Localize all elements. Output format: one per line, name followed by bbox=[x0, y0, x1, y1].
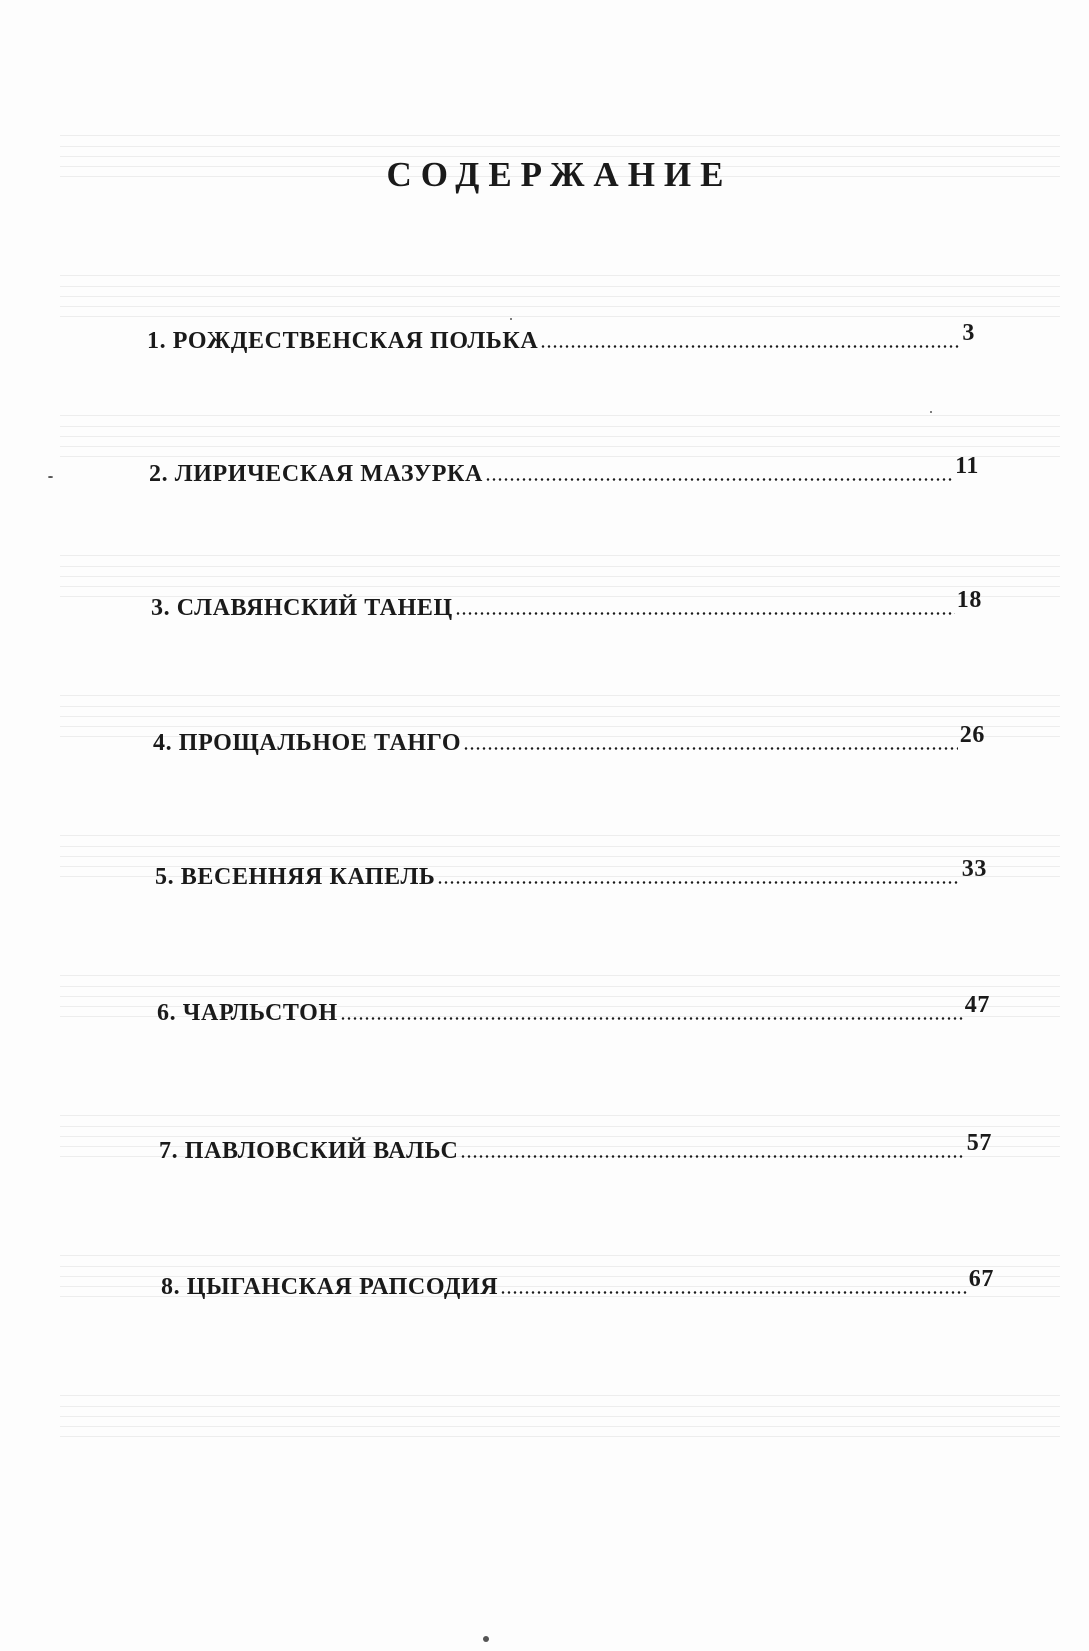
print-speck bbox=[48, 476, 53, 478]
dot-leader bbox=[485, 477, 953, 482]
toc-entry-title: 6. ЧАРЛЬСТОН bbox=[157, 1000, 338, 1026]
toc-entry bbox=[147, 320, 975, 355]
dot-leader bbox=[340, 1016, 963, 1021]
toc-entry-page-number: 11 bbox=[955, 453, 979, 479]
toc-entry bbox=[153, 722, 985, 757]
dot-leader bbox=[460, 1154, 964, 1159]
dot-leader bbox=[437, 880, 959, 885]
print-speck bbox=[510, 318, 512, 320]
toc-entry bbox=[149, 453, 979, 488]
toc-entry-title: 8. ЦЫГАНСКАЯ РАПСОДИЯ bbox=[161, 1274, 499, 1300]
toc-entry-title: 2. ЛИРИЧЕСКАЯ МАЗУРКА bbox=[149, 461, 483, 487]
print-speck bbox=[483, 1636, 489, 1642]
toc-entry-page-number: 57 bbox=[966, 1130, 992, 1156]
print-speck bbox=[930, 411, 932, 413]
toc-entry-title: 1. РОЖДЕСТВЕНСКАЯ ПОЛЬКА bbox=[147, 328, 539, 354]
toc-entry-title: 3. СЛАВЯНСКИЙ ТАНЕЦ bbox=[151, 595, 453, 621]
toc-entry bbox=[155, 856, 987, 891]
toc-entry bbox=[157, 992, 990, 1027]
toc-entry-title: 7. ПАВЛОВСКИЙ ВАЛЬС bbox=[159, 1138, 459, 1164]
dot-leader bbox=[455, 611, 955, 616]
dot-leader bbox=[540, 344, 960, 349]
toc-entry-page-number: 26 bbox=[959, 722, 985, 748]
dot-leader bbox=[463, 746, 958, 751]
toc-entry-page-number: 18 bbox=[956, 587, 982, 613]
toc-entry bbox=[151, 587, 982, 622]
toc-entry-title: 5. ВЕСЕННЯЯ КАПЕЛЬ bbox=[155, 864, 436, 890]
toc-entry bbox=[161, 1266, 994, 1301]
toc-entry-page-number: 33 bbox=[961, 856, 987, 882]
page-title: СОДЕРЖАНИЕ bbox=[386, 155, 733, 194]
toc-entry bbox=[159, 1130, 992, 1165]
dot-leader bbox=[500, 1290, 967, 1295]
toc-entry-page-number: 47 bbox=[964, 992, 990, 1018]
toc-entry-page-number: 3 bbox=[962, 320, 975, 346]
toc-entry-page-number: 67 bbox=[968, 1266, 994, 1292]
toc-entry-title: 4. ПРОЩАЛЬНОЕ ТАНГО bbox=[153, 730, 462, 756]
